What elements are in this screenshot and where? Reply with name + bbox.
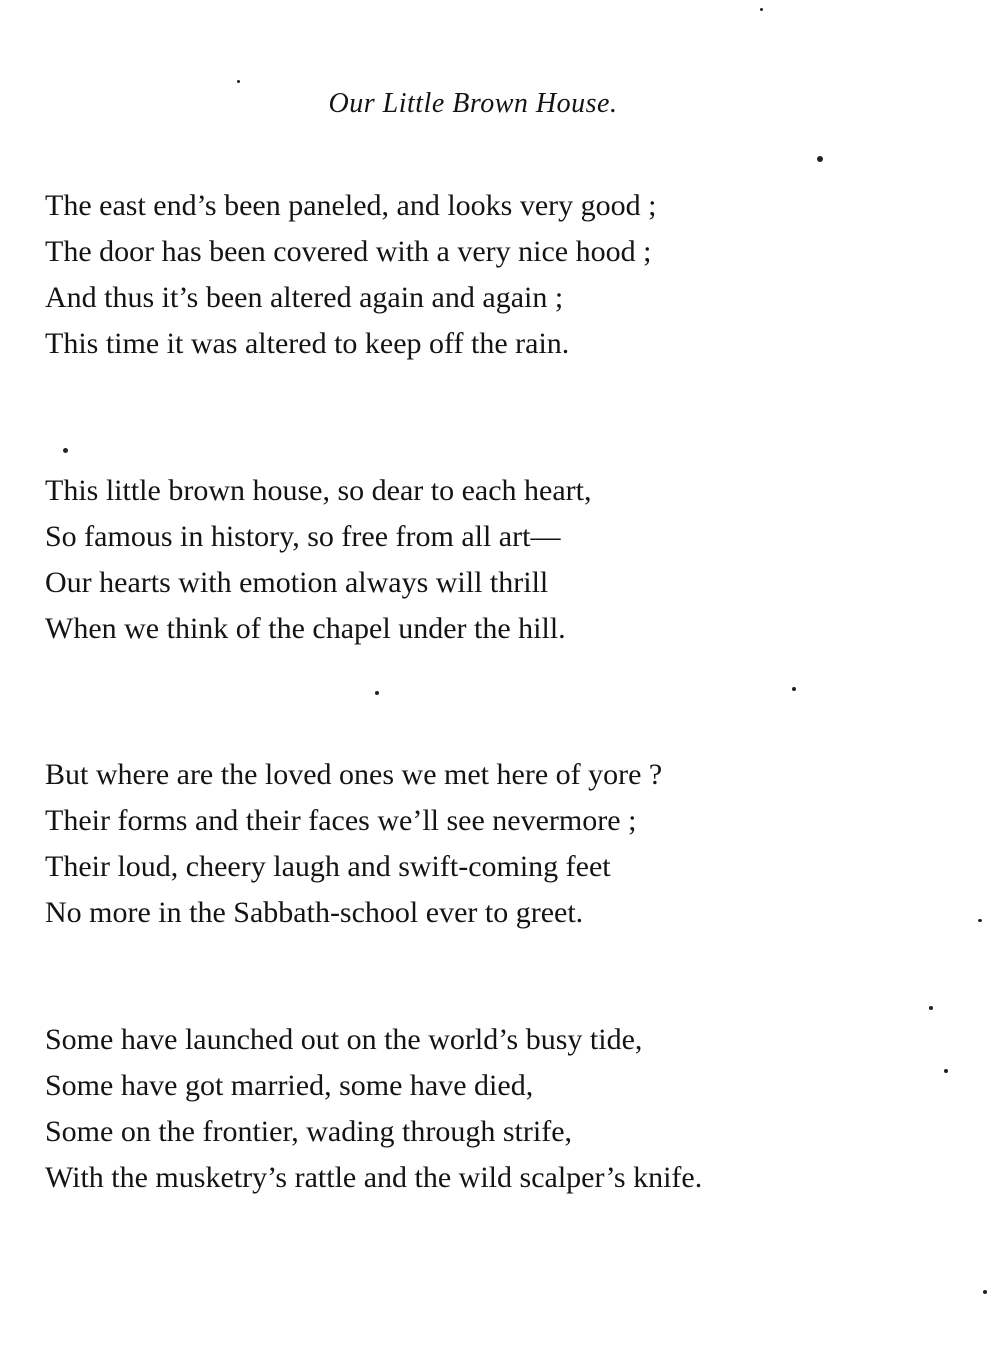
stanza-2-line-3: Our hearts with emotion always will thrill [45,566,549,599]
poem-title: Our Little Brown House. [328,88,618,119]
stanza-3-line-3: Their loud, cheery laugh and swift-coming feet [45,850,611,883]
stanza-4-line-3: Some on the frontier, wading through strife, [45,1115,573,1148]
scan-speck [760,8,763,11]
stanza-3-line-2: Their forms and their faces we’ll see nevermore ; [45,804,637,837]
stanza-2-line-1: This little brown house, so dear to each heart, [45,474,592,507]
stanza-3-line-1: But where are the loved ones we met here of yore ? [45,758,663,791]
scan-speck [944,1069,948,1073]
scan-speck [983,1290,987,1294]
scan-speck [792,687,796,691]
scan-speck [978,919,982,922]
stanza-4-line-4: With the musketry’s rattle and the wild scalper’s knife. [45,1161,703,1194]
stanza-1-line-2: The door has been covered with a very nice hood ; [45,235,652,268]
stanza-4-line-1: Some have launched out on the world’s busy tide, [45,1023,643,1056]
scan-speck [375,691,379,695]
stanza-2-line-2: So famous in history, so free from all art— [45,520,561,553]
stanza-2 [45,468,592,652]
stanza-2-line-4: When we think of the chapel under the hill. [45,612,566,645]
stanza-1-line-3: And thus it’s been altered again and again ; [45,281,564,314]
stanza-3-line-4: No more in the Sabbath-school ever to greet. [45,896,584,929]
scan-speck [237,80,240,83]
stanza-1 [45,183,656,367]
scan-speck [929,1006,933,1010]
scan-speck [63,448,68,453]
stanza-3 [45,752,662,936]
stanza-4 [45,1017,702,1201]
stanza-1-line-4: This time it was altered to keep off the rain. [45,327,570,360]
stanza-1-line-1: The east end’s been paneled, and looks very good ; [45,189,657,222]
scan-speck [817,156,823,162]
stanza-4-line-2: Some have got married, some have died, [45,1069,534,1102]
